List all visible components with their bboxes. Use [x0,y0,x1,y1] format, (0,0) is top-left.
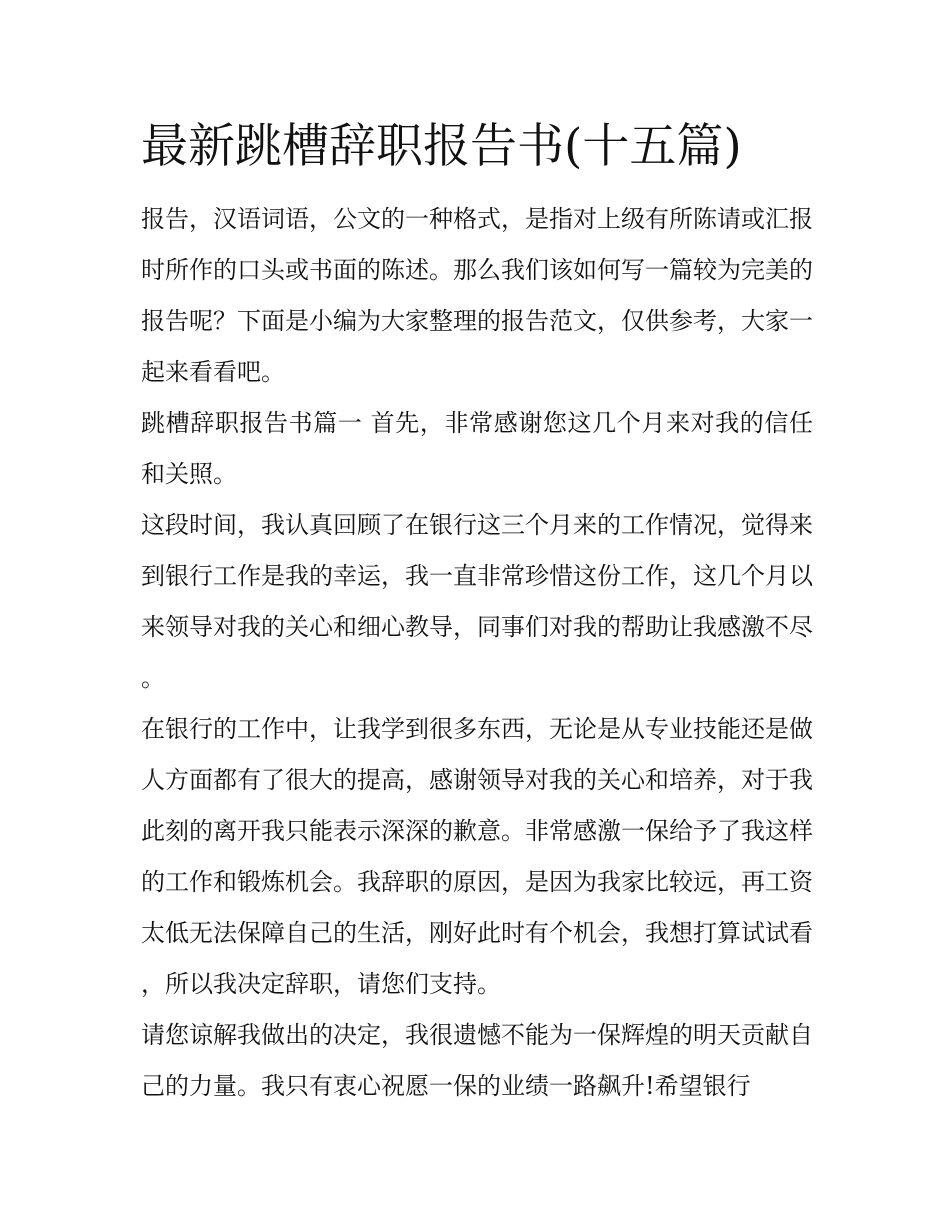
paragraph-work-review: 这段时间，我认真回顾了在银行这三个月来的工作情况，觉得来到银行工作是我的幸运，我一直非常珍惜这份工作，这几个月以来领导对我的关心和细心教导，同事们对我的帮助让我感激不尽。 [141,511,813,692]
document-page [141,112,813,1112]
paragraph-intro: 报告，汉语词语，公文的一种格式，是指对上级有所陈请或汇报时所作的口头或书面的陈述。那么我们该如何写一篇较为完美的报告呢？下面是小编为大家整理的报告范文，仅供参考，大家一起来看看吧。 [141,205,813,386]
document-title: 最新跳槽辞职报告书(十五篇) [141,119,742,174]
paragraph-section-one-opening: 跳槽辞职报告书篇一 首先，非常感谢您这几个月来对我的信任和关照。 [141,409,813,488]
paragraph-closing: 请您谅解我做出的决定，我很遗憾不能为一保辉煌的明天贡献自己的力量。我只有衷心祝愿一保的业绩一路飙升!希望银行 [141,1021,813,1100]
paragraph-resignation-reason: 在银行的工作中，让我学到很多东西，无论是从专业技能还是做人方面都有了很大的提高，感谢领导对我的关心和培养，对于我此刻的离开我只能表示深深的歉意。非常感激一保给予了我这样的工作和锻炼机会。我辞职的原因，是因为我家比较远，再工资太低无法保障自己的生活，刚好此时有个机会，我想打算试试看，所以我决定辞职，请您们支持。 [141,715,813,998]
